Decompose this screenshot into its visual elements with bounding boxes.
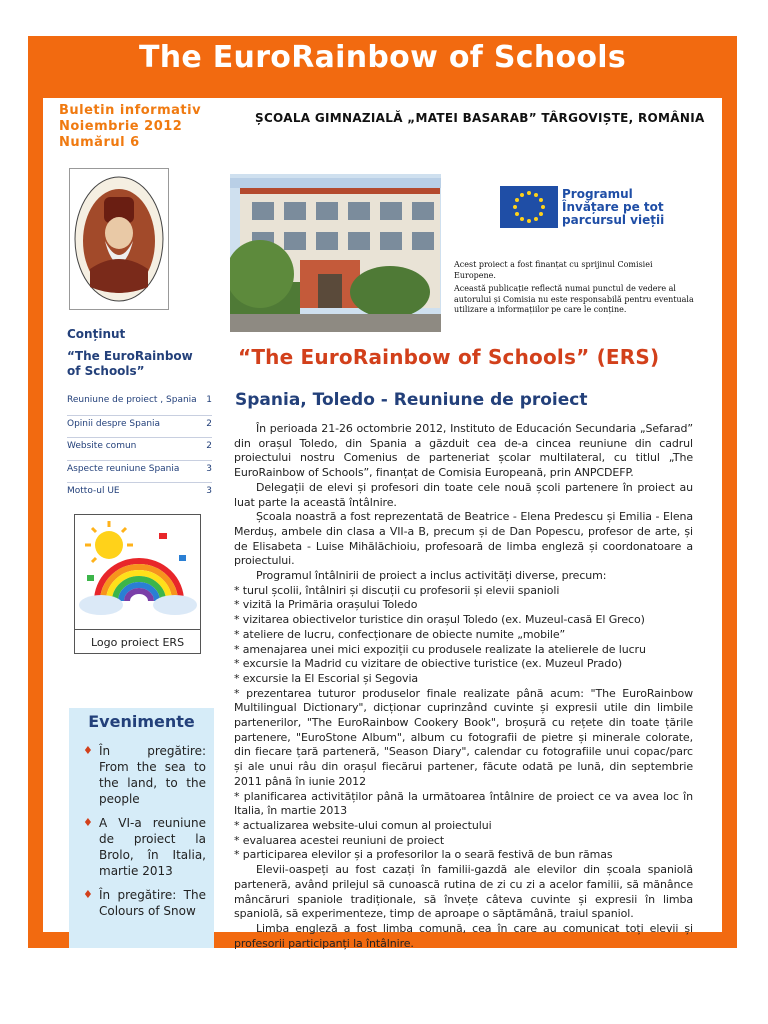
- toc-item-page: 3: [206, 486, 212, 496]
- activity-item: * prezentarea tuturor produselor finale realizate până acum: "The EuroRainbow Multilingual Dictionary", dicționar cuprinzând cuvinte și expresii utile din limbile partenerilor, "The EuroRainbow Cookery Book", broșură cu rețete din toate țările partenere, "EuroStone Album", album cu fotografii de pietre și minerale colorate, din fiecare țară parteneră, "Season Diary", calendar cu fotografiile unui copac/parc și ale unui râu din orașul fiecărui partener, făcute odată pe lună, din septembrie 2011 până în iunie 2012: [234, 686, 693, 788]
- content-area: [43, 98, 722, 950]
- toc-item-page: 1: [206, 395, 212, 405]
- eu-program-text: Programul Învățare pe tot parcursul vieții: [562, 187, 665, 227]
- activity-item: * vizitarea obiectivelor turistice din orașul Toledo (ex. Muzeul-casă El Greco): [234, 613, 645, 627]
- events-panel: [69, 708, 214, 948]
- eu-lifelong-learning-logo: [500, 186, 692, 229]
- page-frame: [28, 36, 737, 948]
- article-paragraph: Școala noastră a fost reprezentată de Beatrice - Elena Predescu și Emilia - Elena Merduș, ambele din clasa a VII-a B, precum și de Dan Popescu, profesor de arte, și de Elisabeta - Luise Mihălăchioiu, profesoară de limba engleză și coordonatoare a proiectului.: [234, 510, 693, 568]
- toc-item[interactable]: [67, 437, 212, 460]
- toc-item-label: Motto-ul UE: [67, 486, 120, 496]
- article-paragraph: Limba engleză a fost limba comună, cea în care au comunicat toți elevii și profesorii participanți la întâlnire.: [234, 921, 693, 950]
- activity-item: * ateliere de lucru, confecționare de obiecte numite „mobile”: [234, 627, 566, 641]
- eu-flag-icon: [500, 186, 558, 228]
- building-image: [230, 174, 441, 332]
- activity-item: * excursie la Madrid cu vizitare de obiective turistice (ex. Muzeul Prado): [234, 657, 623, 671]
- event-item: ♦ A VI-a reuniune de proiect la Brolo, în Italia, martie 2013: [83, 816, 206, 878]
- portrait-image: [70, 169, 168, 309]
- events-list: [69, 743, 214, 919]
- toc-item-label: Website comun: [67, 441, 137, 451]
- article-body: [234, 422, 693, 951]
- activity-item: * vizită la Primăria orașului Toledo: [234, 598, 418, 612]
- toc-item-page: 2: [206, 418, 212, 429]
- toc-item-label: Aspecte reuniune Spania: [67, 463, 180, 474]
- newsletter-title: The EuroRainbow of Schools: [138, 40, 627, 75]
- school-emblem-portrait: [69, 168, 169, 310]
- bulletin-label: Buletin informativ: [59, 103, 202, 118]
- event-item: ♦ În pregătire: From the sea to the land, to the people: [83, 744, 206, 806]
- activity-item: * actualizarea website-ului comun al proiectului: [234, 818, 492, 832]
- bulletin-date: Noiembrie 2012: [59, 119, 183, 134]
- diamond-bullet-icon: ♦: [83, 816, 93, 829]
- events-title: Evenimente: [88, 712, 195, 731]
- article-paragraph: În perioada 21-26 octombrie 2012, Instituto de Educación Secundaria „Sefarad” din orașul Toledo, din Spania a găzduit cea de-a cincea reuniune din cadrul proiectului nostru Comenius de parteneriat școlar multilateral, cu titlul „The EuroRainbow of Schools”, finanțat de Comisia Europeană, prin ANPCDEFP.: [234, 422, 693, 480]
- activity-item: * evaluarea acestei reuniuni de proiect: [234, 833, 445, 847]
- toc-item[interactable]: [67, 460, 212, 483]
- project-logo: [74, 514, 201, 654]
- toc-item-label: Opinii despre Spania: [67, 418, 161, 429]
- diamond-bullet-icon: ♦: [83, 888, 93, 901]
- event-item: ♦ În pregătire: The Colours of Snow: [83, 888, 206, 918]
- bulletin-info: [59, 103, 201, 151]
- article-paragraph: Delegații de elevi și profesori din toate cele nouă școli partenere în proiect au luat parte la această întâlnire.: [234, 480, 693, 509]
- logo-caption: Logo proiect ERS: [75, 629, 200, 649]
- table-of-contents: [67, 392, 212, 505]
- school-name: ȘCOALA GIMNAZIALĂ „MATEI BASARAB” TÂRGOVIȘTE, ROMÂNIA: [255, 111, 705, 125]
- toc-item-page: 2: [206, 441, 212, 451]
- activity-item: * participarea elevilor și a profesorilor la o seară festivă de bun rămas: [234, 848, 613, 862]
- article-title: “The EuroRainbow of Schools” (ERS): [238, 345, 660, 369]
- article-paragraph: Elevii-oaspeți au fost cazați în familii-gazdă ale elevilor din școala spaniolă parteneră, având prilejul să cunoască rutina de zi cu zi a acelor familii, să mănânce mâncăruri spaniole tradiționale, să învețe câteva cuvinte și expresii în limba spaniolă, să experimenteze, timp de aproape o săptămână, traiul spaniol.: [234, 863, 693, 921]
- activity-item: * turul școlii, întâlniri și discuții cu profesorii și elevii spanioli: [234, 583, 560, 597]
- toc-item-page: 3: [206, 463, 212, 474]
- toc-item[interactable]: [67, 415, 212, 438]
- funding-note: Acest proiect a fost finanțat cu sprijinul Comisiei Europene.: [454, 260, 653, 280]
- toc-subheading: “The EuroRainbow of Schools”: [67, 349, 193, 378]
- activity-item: * amenajarea unei mici expoziții cu produsele realizate la atelierele de lucru: [234, 642, 646, 656]
- activity-item: * excursie la El Escorial și Segovia: [234, 671, 419, 685]
- disclaimer-note: Această publicație reflectă numai punctul de vedere al autorului și Comisia nu este responsabilă pentru eventuala utilizare a informațiilor pe care le conține.: [454, 284, 694, 314]
- toc-item-label: Reuniune de proiect , Spania: [67, 395, 197, 405]
- article-paragraph: Programul întâlnirii de proiect a inclus activități diverse, precum:: [256, 569, 607, 583]
- bulletin-number: Numărul 6: [59, 135, 140, 150]
- toc-item[interactable]: [67, 392, 212, 415]
- diamond-bullet-icon: ♦: [83, 744, 93, 757]
- section-title: Spania, Toledo - Reuniune de proiect: [235, 390, 588, 410]
- activity-item: * planificarea activităților până la următoarea întâlnire de proiect ce va avea loc în Italia, în martie 2013: [234, 789, 693, 818]
- rainbow-logo-image: [75, 515, 200, 619]
- toc-heading: Conținut: [67, 327, 126, 341]
- school-building-photo: [230, 174, 441, 332]
- toc-item[interactable]: [67, 482, 212, 505]
